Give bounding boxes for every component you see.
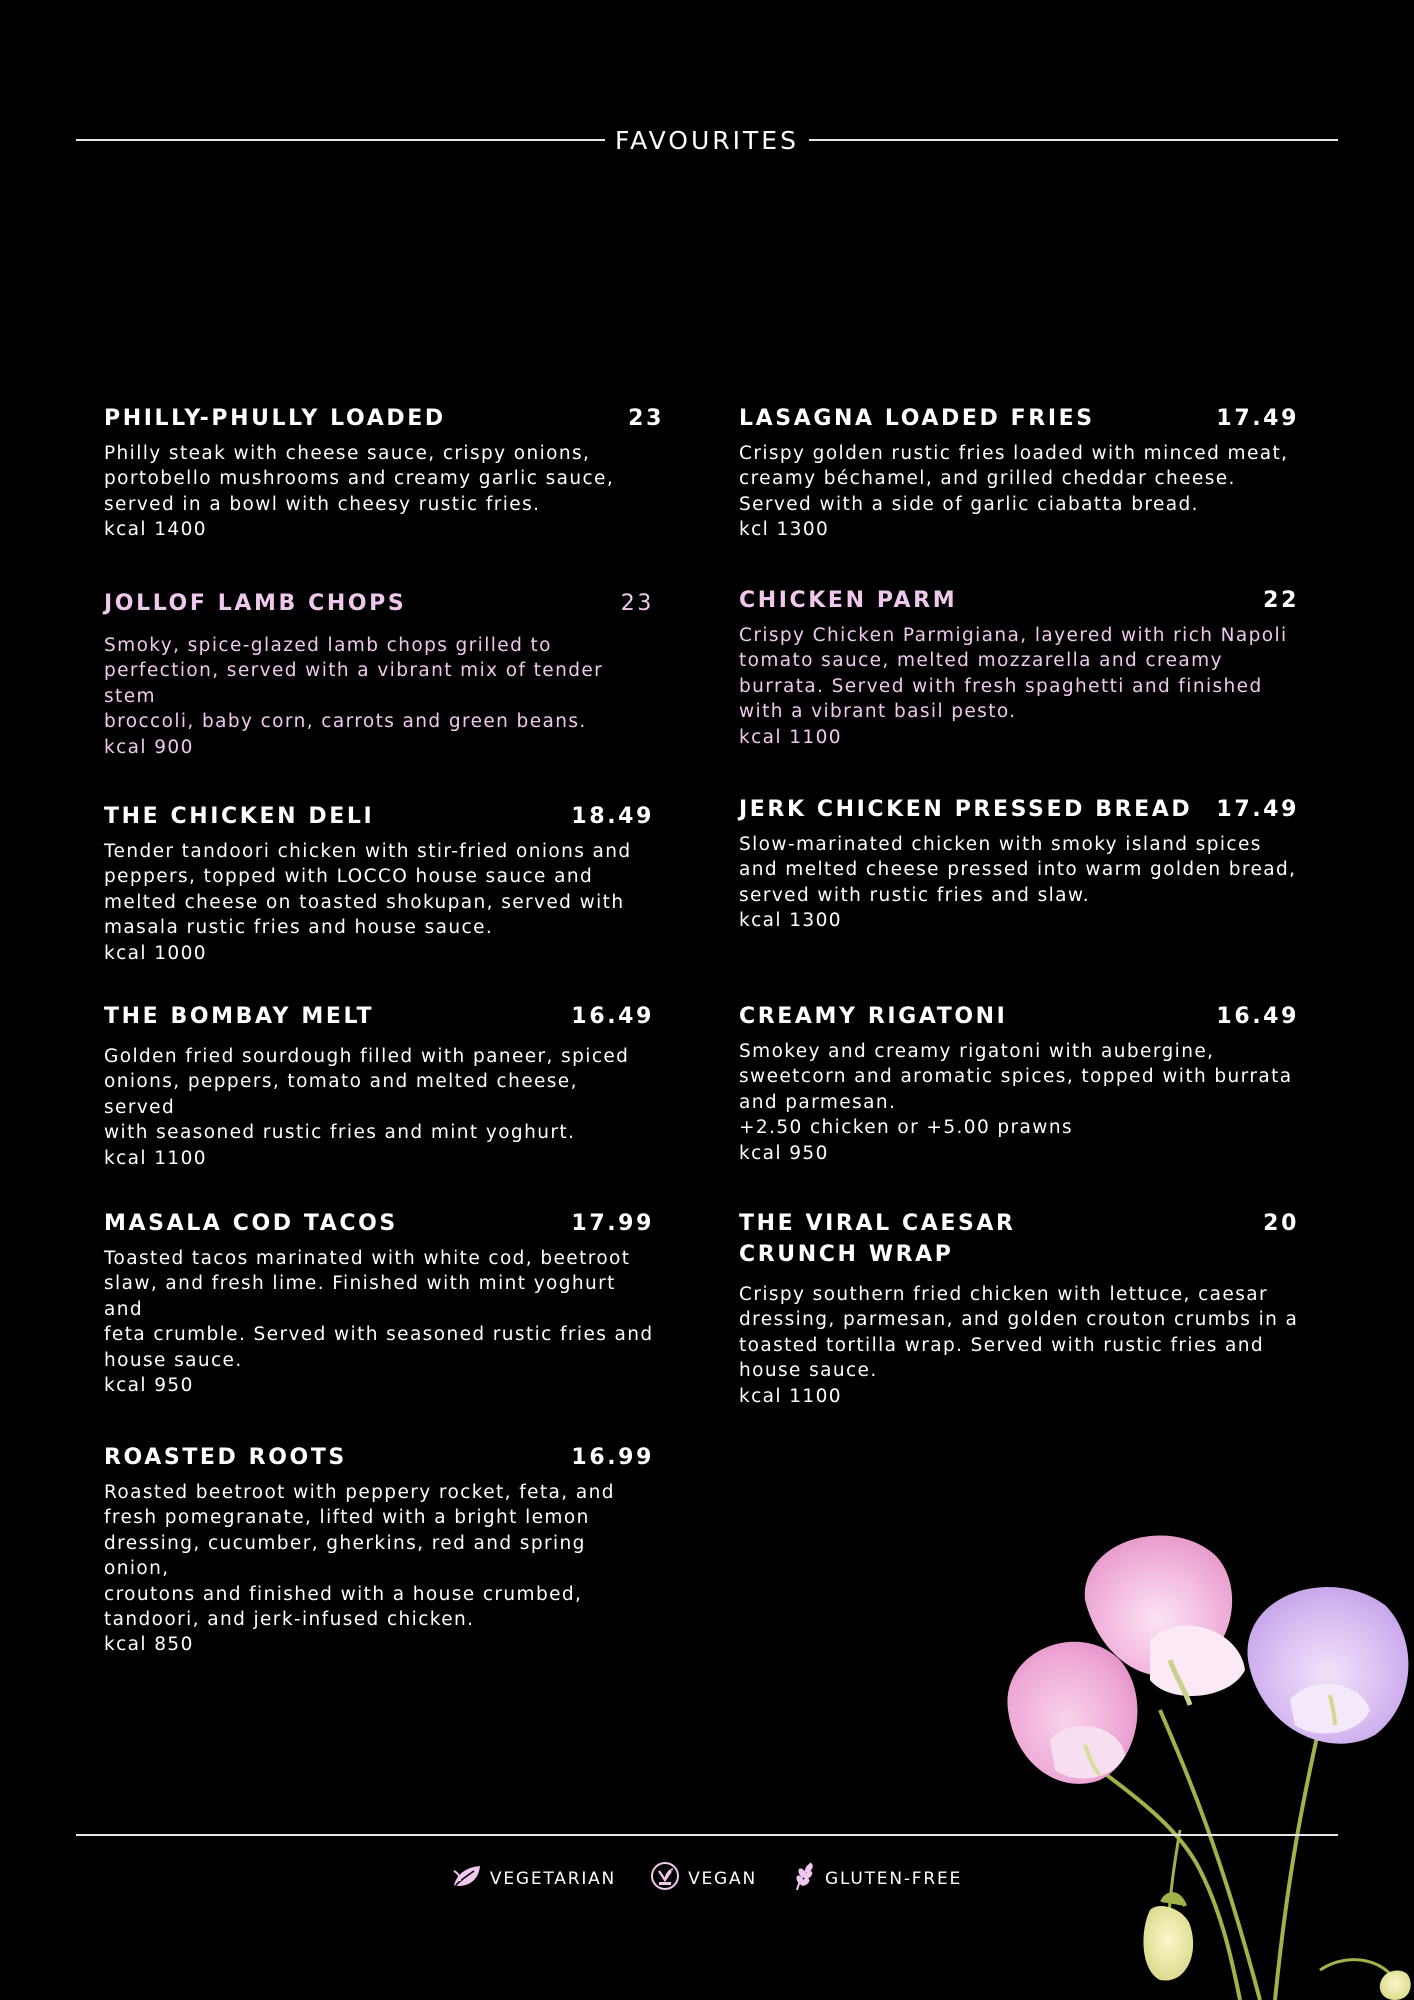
item-kcal: kcal 900 [104, 736, 194, 758]
item-name: THE BOMBAY MELT [104, 1004, 375, 1029]
menu-item-jerk-chicken-pressed-bread [739, 794, 1299, 934]
leaf-icon [452, 1863, 490, 1894]
item-description: Tender tandoori chicken with stir-fried onions and peppers, topped with LOCCO house sauce and melted cheese on toasted shokupan, served with masala rustic fries and house sauce. [104, 841, 632, 939]
item-price: 23 [620, 591, 654, 616]
footer-rule [76, 1834, 1338, 1836]
section-title: FAVOURITES [615, 125, 799, 155]
dietary-legend [0, 1860, 1414, 1897]
item-name: LASAGNA LOADED FRIES [739, 406, 1095, 431]
item-price: 23 [628, 406, 664, 431]
item-price: 22 [1263, 588, 1299, 613]
item-description: Crispy golden rustic fries loaded with minced meat, creamy béchamel, and grilled cheddar cheese. Served with a side of garlic ciabatta bread. [739, 443, 1289, 515]
menu-item-philly-phully-loaded [104, 403, 664, 543]
item-price: 16.49 [571, 1004, 654, 1029]
menu-item-masala-cod-tacos [104, 1208, 654, 1398]
item-description: Philly steak with cheese sauce, crispy onions, portobello mushrooms and creamy garlic sauce, served in a bowl with cheesy rustic fries. [104, 443, 615, 515]
item-name: MASALA COD TACOS [104, 1211, 398, 1236]
sweet-pea-flowers-illustration [990, 1530, 1414, 2000]
header-rule-left [76, 139, 605, 141]
item-kcal: kcal 1000 [104, 942, 207, 964]
item-kcal: kcal 950 [739, 1142, 829, 1164]
item-description: Toasted tacos marinated with white cod, beetroot slaw, and fresh lime. Finished with mint yoghurt and feta crumble. Served with seasoned rustic fries and house sauce. [104, 1248, 654, 1371]
item-description: Smoky, spice-glazed lamb chops grilled to perfection, served with a vibrant mix of tender stem broccoli, baby corn, carrots and green beans. [104, 635, 604, 733]
legend-label: GLUTEN-FREE [824, 1868, 963, 1889]
legend-vegan [650, 1861, 757, 1896]
header-rule-right [809, 139, 1338, 141]
item-description: Crispy southern fried chicken with lettuce, caesar dressing, parmesan, and golden crouton crumbs in a toasted tortilla wrap. Served with rustic fries and house sauce. [739, 1284, 1299, 1382]
legend-vegetarian [452, 1863, 616, 1894]
item-price: 17.99 [571, 1211, 654, 1236]
legend-label: VEGAN [688, 1868, 757, 1889]
item-price: 18.49 [571, 804, 654, 829]
item-price: 17.49 [1216, 406, 1299, 431]
item-name: CHICKEN PARM [739, 588, 958, 613]
legend-label: VEGETARIAN [489, 1868, 617, 1889]
vegan-badge-icon [650, 1861, 688, 1896]
item-price: 17.49 [1216, 797, 1299, 822]
wheat-icon [791, 1860, 825, 1897]
item-kcal: kcal 950 [104, 1375, 194, 1397]
item-name: JERK CHICKEN PRESSED BREAD [739, 797, 1193, 822]
menu-item-the-chicken-deli [104, 801, 654, 966]
menu-item-creamy-rigatoni [739, 1001, 1299, 1166]
item-name: CREAMY RIGATONI [739, 1004, 1008, 1029]
item-price: 16.49 [1216, 1004, 1299, 1029]
item-name: THE VIRAL CAESAR CRUNCH WRAP [739, 1211, 1016, 1267]
item-description: Golden fried sourdough filled with paneer, spiced onions, peppers, tomato and melted cheese, served with seasoned rustic fries and mint yoghurt. [104, 1046, 630, 1144]
item-kcal: kcal 1100 [739, 726, 842, 748]
item-kcal: kcl 1300 [739, 519, 830, 541]
menu-item-the-bombay-melt [104, 1001, 654, 1171]
item-price: 16.99 [571, 1445, 654, 1470]
item-description: Crispy Chicken Parmigiana, layered with rich Napoli tomato sauce, melted mozzarella and creamy burrata. Served with fresh spaghetti and finished with a vibrant basil pesto. [739, 625, 1288, 723]
item-kcal: kcal 1400 [104, 519, 207, 541]
item-name: THE CHICKEN DELI [104, 804, 375, 829]
item-description: Roasted beetroot with peppery rocket, feta, and fresh pomegranate, lifted with a bright lemon dressing, cucumber, gherkins, red and spring onion, croutons and finished with a house crumbed, tandoori, and jerk-infused chicken. [104, 1482, 615, 1631]
item-name: ROASTED ROOTS [104, 1445, 347, 1470]
item-description: Smokey and creamy rigatoni with aubergine, sweetcorn and aromatic spices, topped with burrata and parmesan. +2.50 chicken or +5.00 prawns [739, 1041, 1293, 1139]
item-kcal: kcal 850 [104, 1634, 194, 1656]
legend-gluten-free [791, 1860, 962, 1897]
menu-item-the-viral-caesar-crunch-wrap [739, 1208, 1299, 1409]
menu-item-lasagna-loaded-fries [739, 403, 1299, 543]
item-name: PHILLY-PHULLY LOADED [104, 406, 446, 431]
menu-item-roasted-roots [104, 1442, 654, 1658]
item-kcal: kcal 1300 [739, 910, 842, 932]
menu-item-chicken-parm [739, 585, 1299, 750]
item-price: 20 [1263, 1211, 1299, 1236]
item-kcal: kcal 1100 [104, 1147, 207, 1169]
item-kcal: kcal 1100 [739, 1385, 842, 1407]
item-name: JOLLOF LAMB CHOPS [104, 591, 407, 616]
section-header [76, 124, 1338, 156]
menu-item-jollof-lamb-chops [104, 588, 654, 760]
item-description: Slow-marinated chicken with smoky island spices and melted cheese pressed into warm golden bread, served with rustic fries and slaw. [739, 834, 1297, 906]
